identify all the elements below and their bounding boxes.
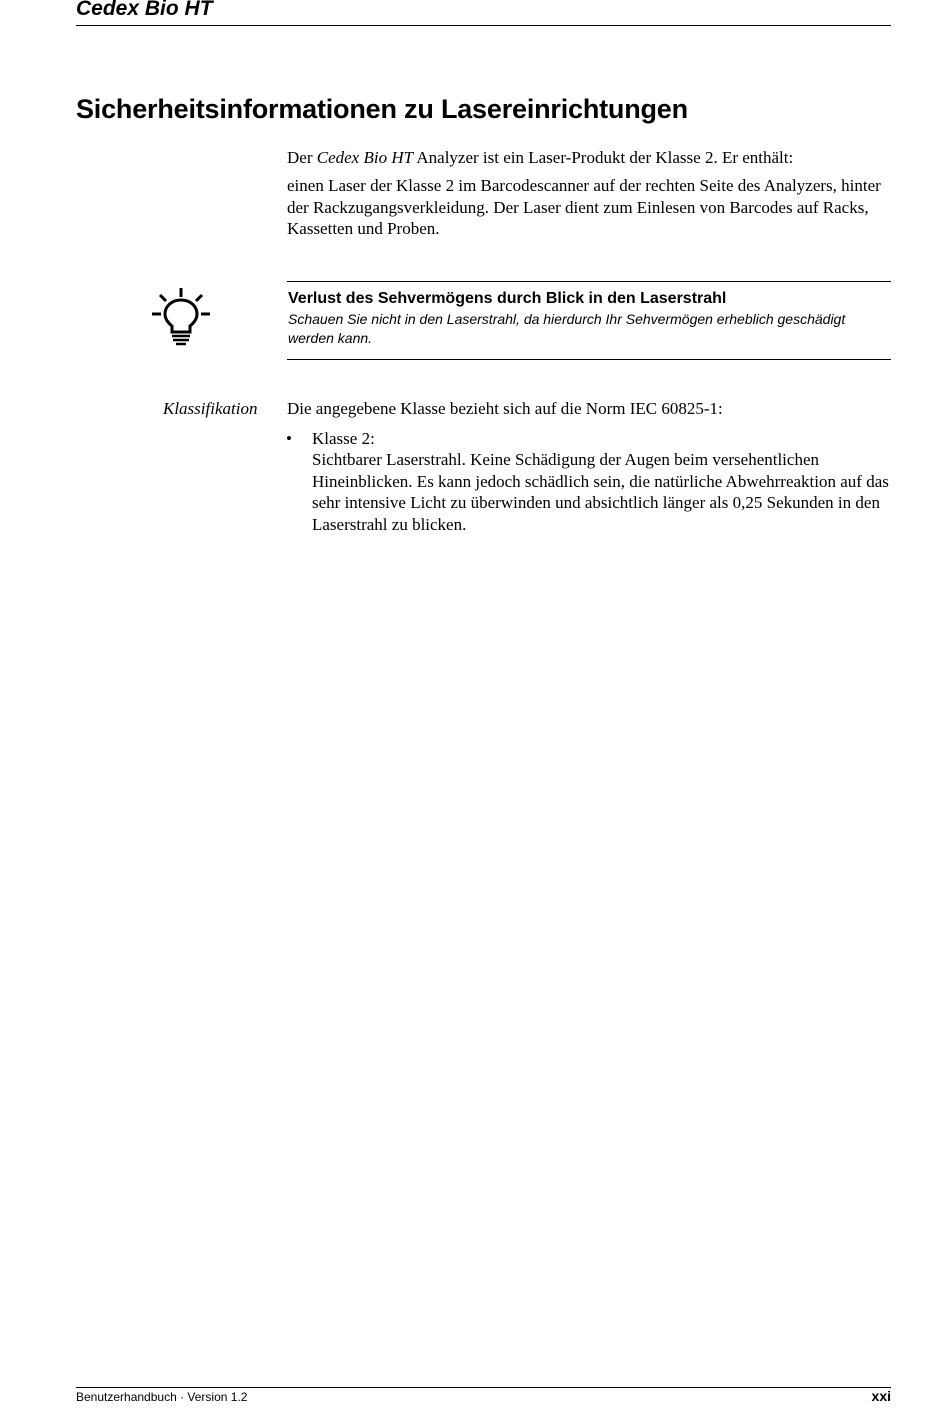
warning-bottom-divider (287, 359, 891, 360)
intro-prefix: Der (287, 148, 317, 167)
product-name: Cedex Bio HT (316, 148, 414, 167)
footer-divider (76, 1387, 891, 1388)
footer-document-version: Benutzerhandbuch · Version 1.2 (76, 1390, 248, 1404)
page-title: Sicherheitsinformationen zu Lasereinrichtungen (76, 94, 688, 124)
laser-description: einen Laser der Klasse 2 im Barcodescanner auf der rechten Seite des Analyzers, hinter der Rackzugangsverkleidung. Der Laser dient zum Einlesen von Barcodes auf Racks, Kassetten und Proben. (287, 176, 881, 238)
lightbulb-icon (150, 286, 212, 350)
intro-suffix: Analyzer ist ein Laser-Produkt der Klasse 2. Er enthält: (413, 148, 794, 167)
classification-label: Klassifikation (163, 399, 258, 418)
intro-paragraph (287, 147, 892, 169)
warning-title: Verlust des Sehvermögens durch Blick in den Laserstrahl (288, 290, 727, 307)
page-number: xxi (871, 1388, 891, 1404)
warning-text: Schauen Sie nicht in den Laserstrahl, da hierdurch Ihr Sehvermögen erheblich geschädigt werden kann. (288, 311, 846, 346)
classification-intro: Die angegebene Klasse bezieht sich auf die Norm IEC 60825-1: (287, 399, 723, 418)
header-title: Cedex Bio HT (76, 0, 213, 20)
header-divider (76, 25, 891, 26)
class-item-text: Sichtbarer Laserstrahl. Keine Schädigung der Augen beim versehentlichen Hineinblicken. Es kann jedoch schädlich sein, die natürliche Abwehrreaktion auf das sehr intensive Licht zu überwinden und absichtlich länger als 0,25 Sekunden in den Laserstrahl zu blicken. (312, 450, 889, 534)
bullet-symbol: • (286, 429, 292, 448)
warning-top-divider (287, 281, 891, 282)
class-item-title: Klasse 2: (312, 429, 375, 448)
